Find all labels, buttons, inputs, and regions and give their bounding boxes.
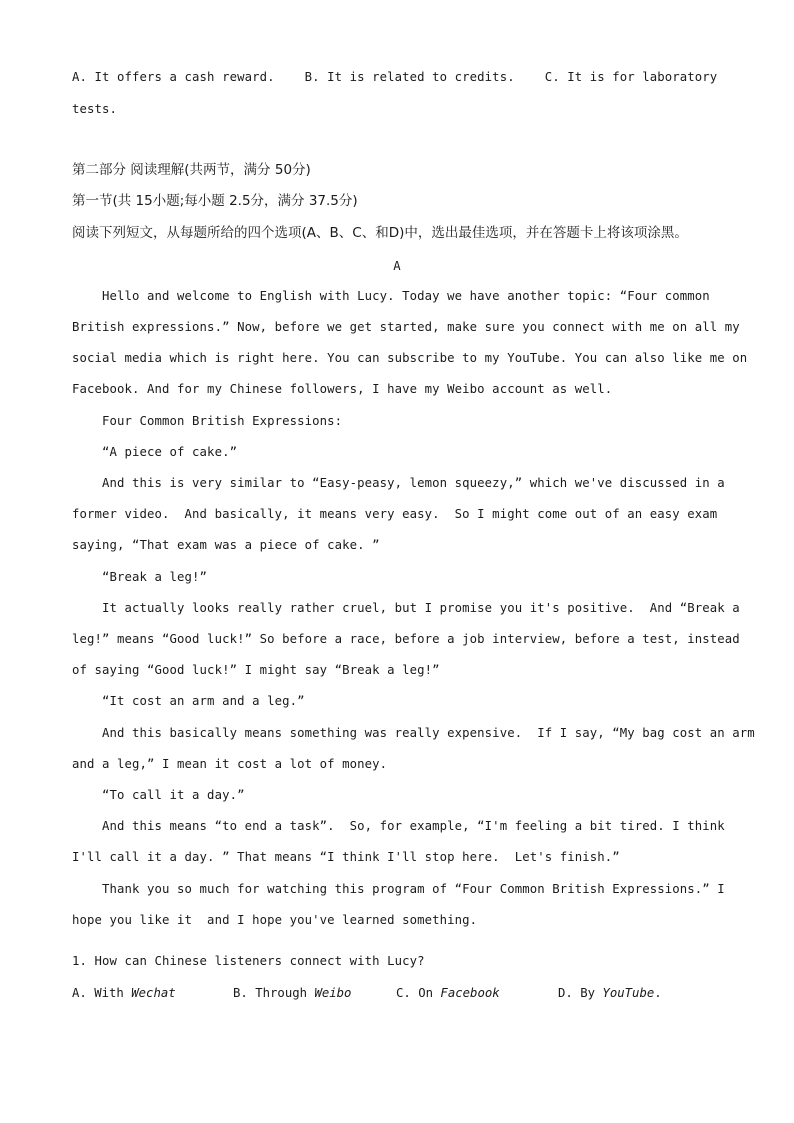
prev-question-options-line: A. It offers a cash reward. B. It is related to credits. C. It is for laboratory	[72, 70, 718, 84]
question-1-stem: 1. How can Chinese listeners connect with Lucy?	[72, 954, 425, 968]
passage-line: And this is very similar to “Easy-peasy, lemon squeezy,” which we've discussed in a	[72, 476, 725, 490]
option-a-prefix: A. With	[72, 986, 132, 1000]
option-c-prefix: C. On	[396, 986, 441, 1000]
option-d-word: YouTube	[602, 986, 655, 1000]
prev-question-options-continuation: tests.	[72, 102, 118, 116]
passage-line: “To call it a day.”	[72, 788, 245, 802]
passage-line: saying, “That exam was a piece of cake. ”	[72, 538, 380, 552]
passage-letter: A	[393, 259, 401, 273]
passage-line: And this means “to end a task”. So, for example, “I'm feeling a bit tired. I think	[72, 819, 725, 833]
passage-line: and a leg,” I mean it cost a lot of money.	[72, 757, 388, 771]
passage-line: It actually looks really rather cruel, but I promise you it's positive. And “Break a	[72, 601, 740, 615]
section-instruction: 阅读下列短文，从每题所给的四个选项(A、B、C、和D)中，选出最佳选项，并在答题卡上将该项涂黑。	[72, 225, 688, 241]
passage-line: Four Common British Expressions:	[72, 414, 343, 428]
option-d[interactable]	[558, 985, 662, 1001]
passage-line: former video. And basically, it means very easy. So I might come out of an easy exam	[72, 507, 718, 521]
option-a[interactable]	[72, 985, 176, 1001]
passage-line: I'll call it a day. ” That means “I think I'll stop here. Let's finish.”	[72, 850, 620, 864]
passage-line: “It cost an arm and a leg.”	[72, 694, 305, 708]
passage-line: Facebook. And for my Chinese followers, I have my Weibo account as well.	[72, 382, 613, 396]
passage-line: Thank you so much for watching this program of “Four Common British Expressions.” I	[72, 882, 725, 896]
option-b[interactable]	[233, 985, 351, 1001]
section-title: 第二部分 阅读理解(共两节，满分 50分)	[72, 162, 311, 178]
section-subtitle: 第一节(共 15小题;每小题 2.5分，满分 37.5分)	[72, 193, 358, 209]
passage-line: And this basically means something was really expensive. If I say, “My bag cost an arm	[72, 726, 755, 740]
option-b-prefix: B. Through	[233, 986, 315, 1000]
option-c-word: Facebook	[440, 986, 500, 1000]
passage-line: British expressions.” Now, before we get started, make sure you connect with me on all my	[72, 320, 740, 334]
passage-line: hope you like it and I hope you've learned something.	[72, 913, 478, 927]
passage-line: social media which is right here. You can subscribe to my YouTube. You can also like me on	[72, 351, 748, 365]
passage-line: Hello and welcome to English with Lucy. Today we have another topic: “Four common	[72, 289, 710, 303]
passage-line: “A piece of cake.”	[72, 445, 238, 459]
option-c[interactable]	[396, 985, 500, 1001]
passage-line: leg!” means “Good luck!” So before a race, before a job interview, before a test, instead	[72, 632, 740, 646]
option-d-suffix: .	[654, 986, 662, 1000]
option-b-word: Weibo	[314, 986, 352, 1000]
passage-line: “Break a leg!”	[72, 570, 208, 584]
option-d-prefix: D. By	[558, 986, 603, 1000]
passage-line: of saying “Good luck!” I might say “Break a leg!”	[72, 663, 440, 677]
option-a-word: Wechat	[131, 986, 176, 1000]
